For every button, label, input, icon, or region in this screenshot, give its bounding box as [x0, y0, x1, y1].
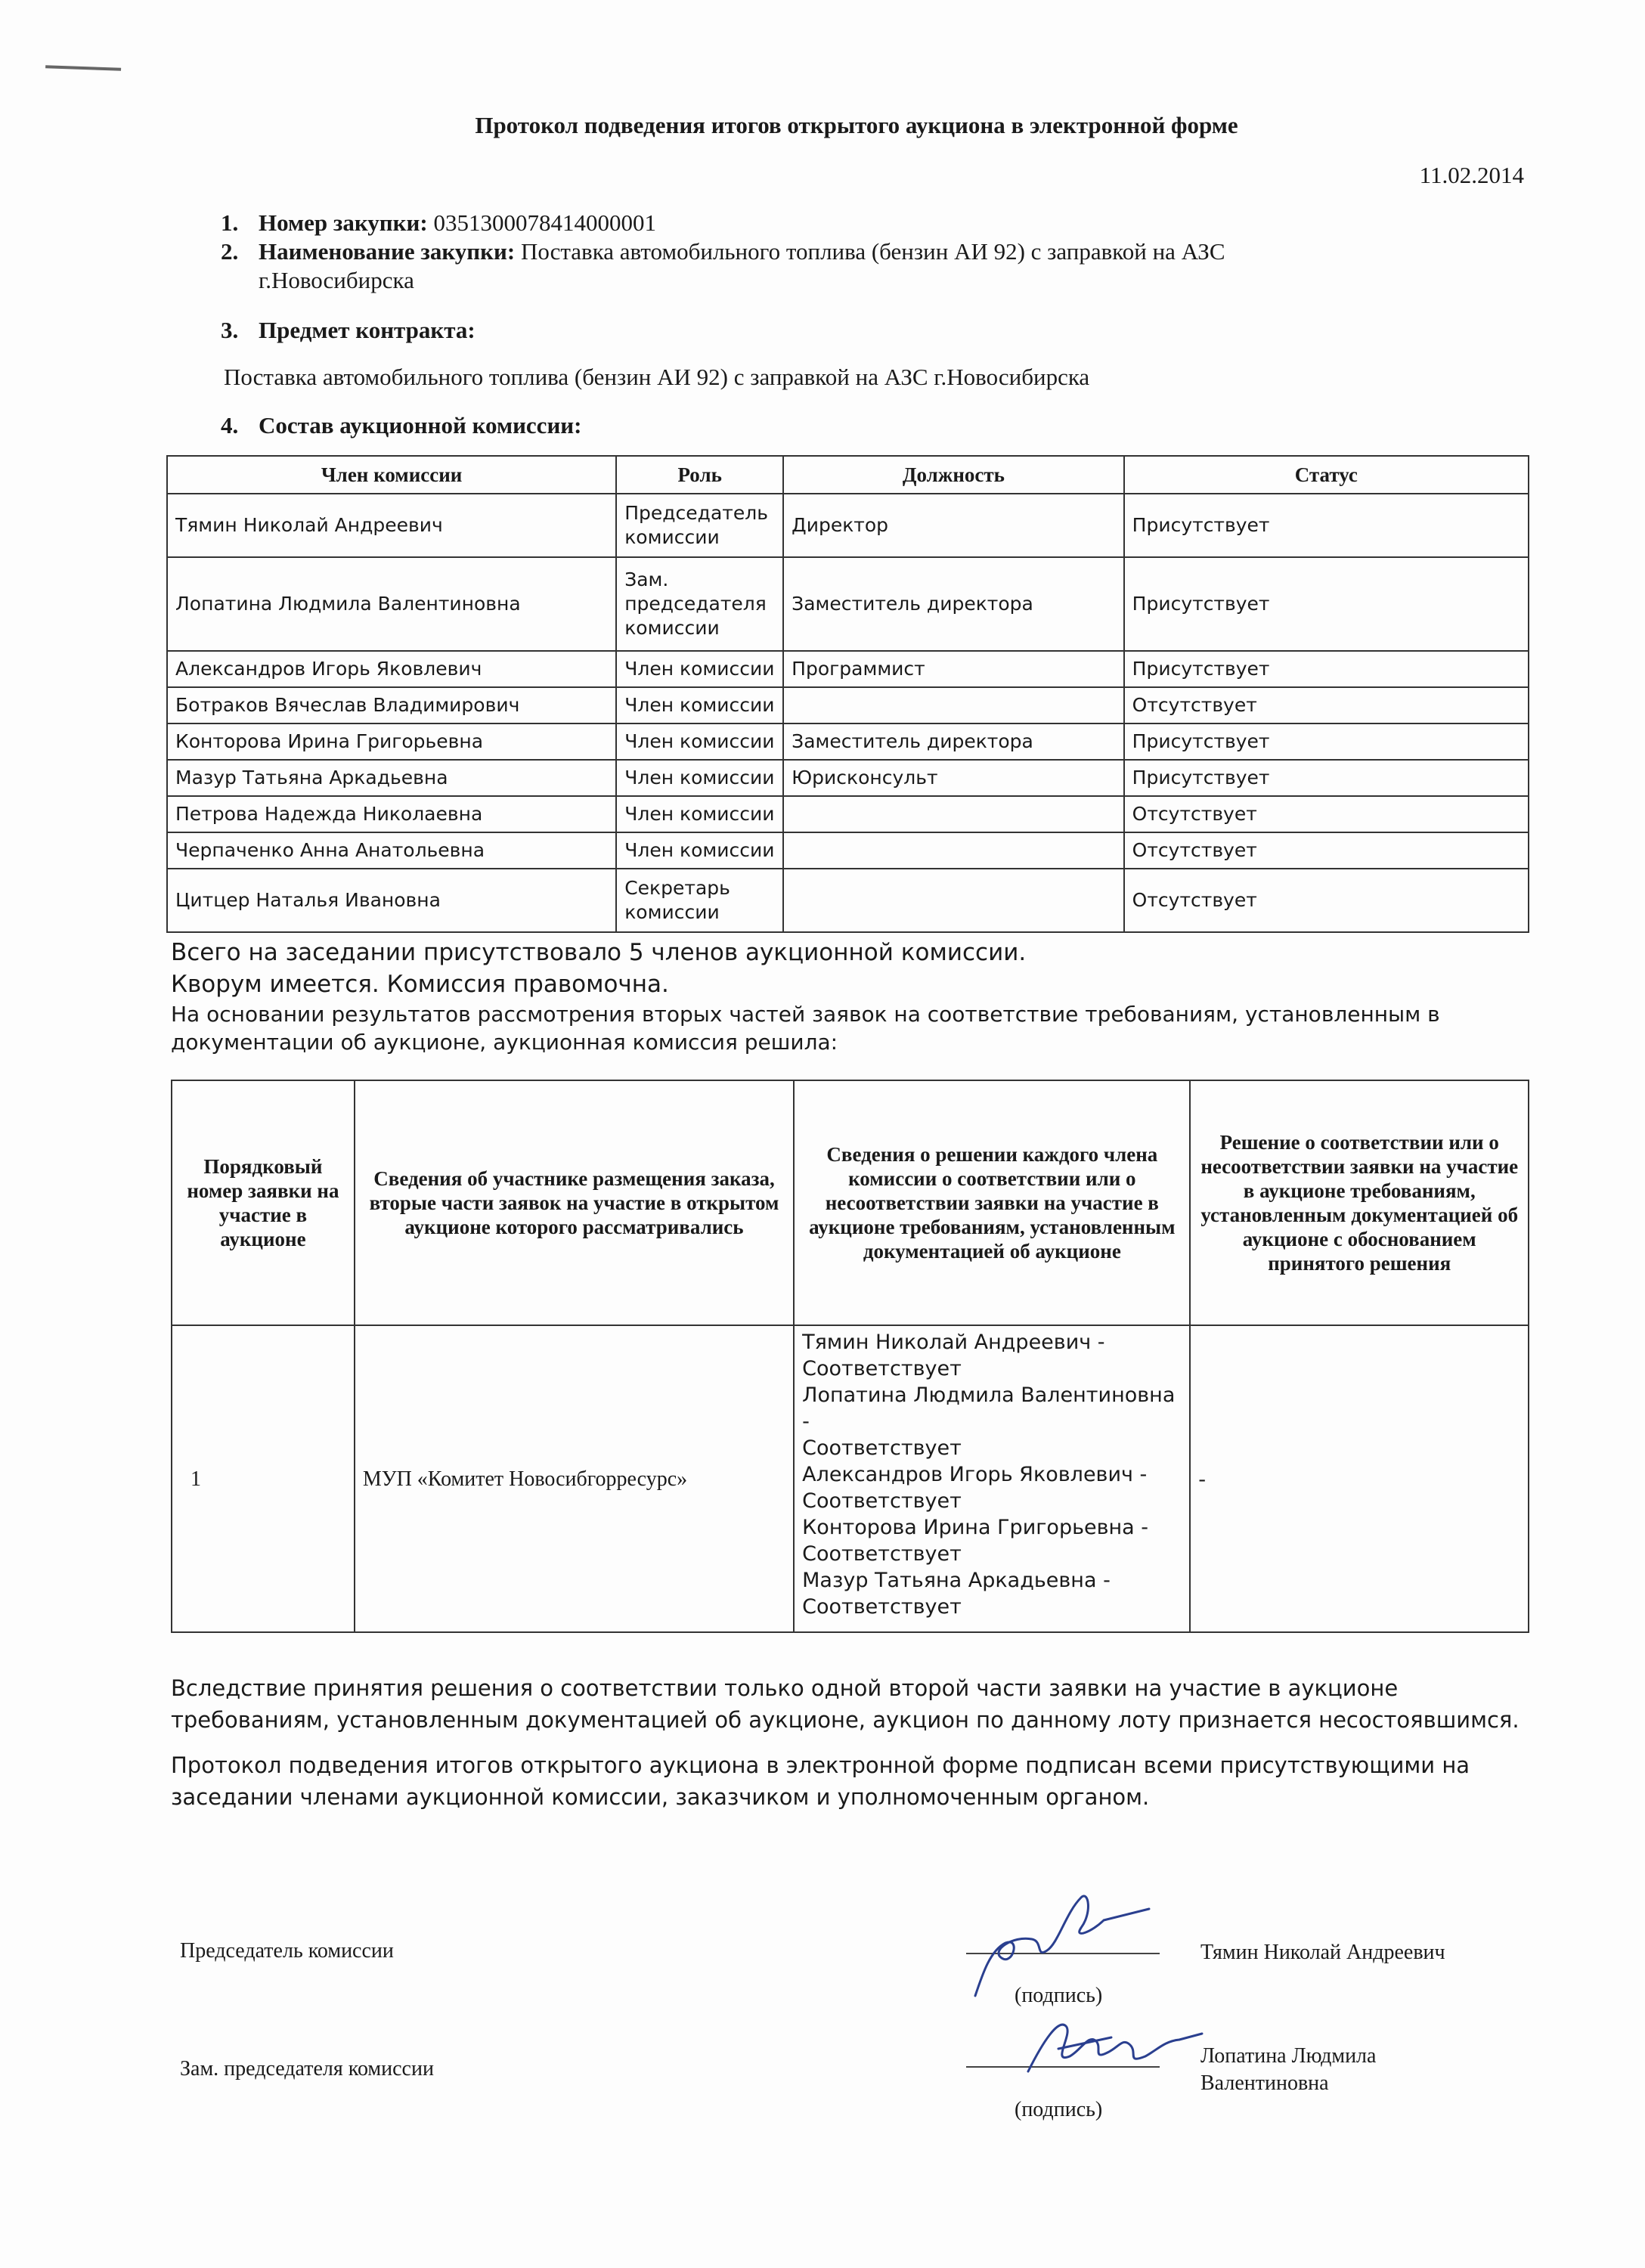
signature-name-chairman: Тямин Николай Андреевич — [1200, 1941, 1445, 1964]
vote-result: Соответствует — [802, 1542, 962, 1566]
item-purchase-name: 2. Наименование закупки: Поставка автомобильного топлива (бензин АИ 92) с заправкой на АЗС — [221, 238, 1225, 265]
table-row — [167, 796, 1529, 832]
member-position: Директор — [783, 494, 1124, 557]
vote-member: Александров Игорь Яковлевич - — [802, 1463, 1148, 1486]
vote-member: Мазур Татьяна Аркадьевна - — [802, 1569, 1111, 1592]
header-position: Должность — [783, 456, 1124, 494]
document-title: Протокол подведения итогов открытого аукциона в электронной форме — [475, 112, 1238, 138]
contract-subject-text: Поставка автомобильного топлива (бензин АИ 92) с заправкой на АЗС г.Новосибирска — [224, 364, 1090, 390]
member-name: Конторова Ирина Григорьевна — [167, 723, 616, 760]
commission-members-table — [166, 455, 1529, 933]
vote-result: Соответствует — [802, 1489, 962, 1513]
vote-member: Конторова Ирина Григорьевна - — [802, 1516, 1149, 1539]
application-number: 1 — [172, 1325, 355, 1632]
quorum-statement: Кворум имеется. Комиссия правомочна. — [171, 971, 669, 998]
header-member: Член комиссии — [167, 456, 616, 494]
table-row — [167, 723, 1529, 760]
member-role: Член комиссии — [616, 687, 783, 723]
header-role: Роль — [616, 456, 783, 494]
signed-note-paragraph: Протокол подведения итогов открытого аукциона в электронной форме подписан всеми присутствующими на заседании членами аукционной комиссии, заказчиком и уполномоченным органом. — [171, 1752, 1470, 1810]
table-row — [167, 494, 1529, 557]
member-status: Отсутствует — [1124, 832, 1529, 869]
table-row — [167, 869, 1529, 932]
table-row — [167, 557, 1529, 651]
decisions-table — [171, 1080, 1529, 1633]
member-position: Заместитель директора — [783, 557, 1124, 651]
signature-name-deputy: Лопатина Людмила Валентиновна — [1200, 2044, 1377, 2095]
header-application-number: Порядковый номер заявки на участие в аукционе — [172, 1080, 355, 1325]
scan-mark — [45, 65, 121, 75]
header-final-decision: Решение о соответствии или о несоответствии заявки на участие в аукционе требованиям, установленным документацией об аукционе с обоснованием принятого решения — [1190, 1080, 1529, 1325]
member-name: Тямин Николай Андреевич — [167, 494, 616, 557]
member-status: Присутствует — [1124, 557, 1529, 651]
vote-result: Соответствует — [802, 1436, 962, 1460]
vote-member: Тямин Николай Андреевич - — [802, 1331, 1105, 1354]
signature-caption: (подпись) — [1015, 1984, 1103, 2007]
decision-basis: На основании результатов рассмотрения вторых частей заявок на соответствие требованиям, установленным в документации об аукционе, аукционная комиссия решила: — [171, 1002, 1440, 1055]
table-row — [167, 760, 1529, 796]
header-participant: Сведения об участнике размещения заказа, вторые части заявок на участие в открытом аукционе которого рассматривались — [355, 1080, 794, 1325]
member-name: Ботраков Вячеслав Владимирович — [167, 687, 616, 723]
deputy-signature-scribble — [1013, 1996, 1210, 2087]
member-name: Лопатина Людмила Валентиновна — [167, 557, 616, 651]
member-name: Цитцер Наталья Ивановна — [167, 869, 616, 932]
table-row — [167, 832, 1529, 869]
member-status: Отсутствует — [1124, 687, 1529, 723]
item-purchase-name-cont: г.Новосибирска — [259, 267, 414, 293]
member-role: Член комиссии — [616, 723, 783, 760]
chairman-signature-scribble — [960, 1867, 1157, 2003]
vote-result: Соответствует — [802, 1595, 962, 1619]
member-position: Юрисконсульт — [783, 760, 1124, 796]
member-name: Петрова Надежда Николаевна — [167, 796, 616, 832]
member-position — [783, 869, 1124, 932]
member-votes — [794, 1325, 1190, 1632]
attendance-summary: Всего на заседании присутствовало 5 членов аукционной комиссии. — [171, 939, 1027, 966]
member-status: Присутствует — [1124, 651, 1529, 687]
member-role: Член комиссии — [616, 796, 783, 832]
item-contract-subject: 3. Предмет контракта: — [221, 317, 476, 343]
member-role: Зам. председателя комиссии — [616, 557, 783, 651]
conclusion-paragraph: Вследствие принятия решения о соответствии только одной второй части заявки на участие в аукционе требованиям, установленным документацией об аукционе, аукцион по данному лоту признается несостоявшимся. — [171, 1675, 1520, 1733]
member-role: Член комиссии — [616, 651, 783, 687]
member-name: Александров Игорь Яковлевич — [167, 651, 616, 687]
member-position — [783, 832, 1124, 869]
member-status: Присутствует — [1124, 494, 1529, 557]
item-purchase-number: 1. Номер закупки: 0351300078414000001 — [221, 209, 656, 236]
member-role: Член комиссии — [616, 760, 783, 796]
final-decision: - — [1190, 1325, 1529, 1632]
vote-result: Соответствует — [802, 1357, 962, 1380]
table-header-row — [167, 456, 1529, 494]
member-position — [783, 796, 1124, 832]
member-status: Отсутствует — [1124, 869, 1529, 932]
member-name: Мазур Татьяна Аркадьевна — [167, 760, 616, 796]
member-position: Заместитель директора — [783, 723, 1124, 760]
member-status: Присутствует — [1124, 723, 1529, 760]
item-commission: 4. Состав аукционной комиссии: — [221, 412, 582, 438]
signature-role-chairman: Председатель комиссии — [180, 1939, 394, 1963]
table-row — [167, 687, 1529, 723]
member-role: Секретарь комиссии — [616, 869, 783, 932]
member-role: Председатель комиссии — [616, 494, 783, 557]
member-status: Присутствует — [1124, 760, 1529, 796]
table-row — [172, 1325, 1529, 1632]
member-role: Член комиссии — [616, 832, 783, 869]
header-member-decisions: Сведения о решении каждого члена комиссии о соответствии или о несоответствии заявки на участие в аукционе требованиям, установленным документацией об аукционе — [794, 1080, 1190, 1325]
header-status: Статус — [1124, 456, 1529, 494]
table-header-row — [172, 1080, 1529, 1325]
member-position — [783, 687, 1124, 723]
member-status: Отсутствует — [1124, 796, 1529, 832]
table-row — [167, 651, 1529, 687]
member-name: Черпаченко Анна Анатольевна — [167, 832, 616, 869]
signature-role-deputy: Зам. председателя комиссии — [180, 2057, 434, 2081]
vote-member: Лопатина Людмила Валентиновна - — [802, 1383, 1176, 1433]
signature-caption: (подпись) — [1015, 2098, 1103, 2121]
document-date: 11.02.2014 — [1419, 162, 1524, 188]
participant-name: МУП «Комитет Новосибгорресурс» — [355, 1325, 794, 1632]
member-position: Программист — [783, 651, 1124, 687]
